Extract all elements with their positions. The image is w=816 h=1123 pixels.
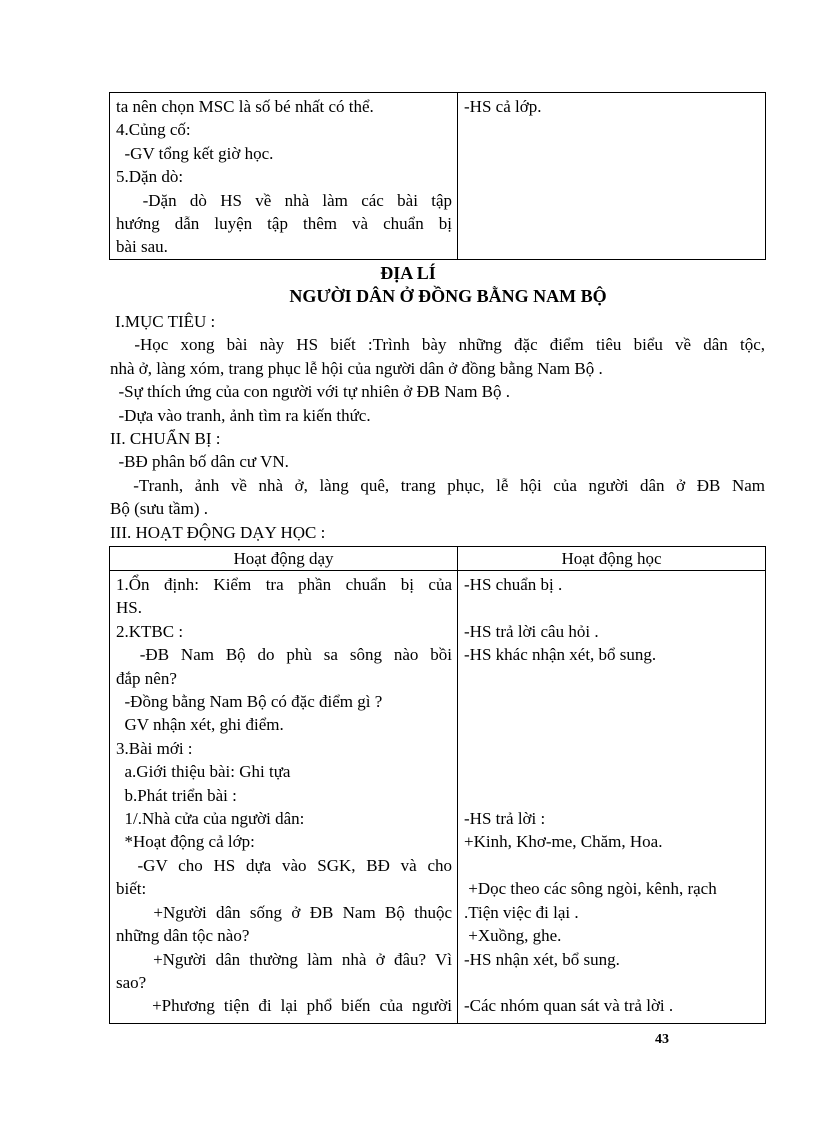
text-line: Bộ (sưu tầm) . (110, 499, 208, 519)
text-line: 1.Ổn định: Kiểm tra phần chuẩn bị của (116, 575, 452, 594)
text-line: 3.Bài mới : (116, 738, 193, 758)
text-line: 5.Dặn dò: (116, 167, 184, 187)
continuation-right-cell (464, 95, 760, 259)
text-line: -HS trả lời câu hỏi . (464, 621, 599, 641)
continuation-left-cell (116, 95, 452, 259)
text-line: +Phương tiện đi lại phổ biến của người (116, 996, 452, 1016)
text-line: +Kinh, Khơ-me, Chăm, Hoa. (464, 832, 663, 852)
text-line: 2.KTBC : (116, 621, 184, 641)
column-divider (457, 93, 458, 259)
text-line (464, 596, 764, 619)
header-student-activity: Hoạt động học (561, 549, 662, 568)
text-line: HS. (116, 598, 142, 618)
text-line: những dân tộc nào? (116, 926, 250, 946)
text-line: -GV cho HS dựa vào SGK, BĐ và cho (116, 855, 452, 875)
text-line (464, 854, 764, 877)
header-teacher-activity: Hoạt động dạy (233, 549, 334, 568)
student-activity-cell (464, 573, 764, 1023)
text-line (464, 760, 764, 783)
text-line: -HS cả lớp. (464, 97, 542, 116)
activities-table (109, 546, 766, 1024)
text-line: -HS chuẩn bị . (464, 575, 563, 594)
section-objectives (110, 310, 765, 544)
text-line (464, 971, 764, 994)
text-line: hướng dẫn luyện tập thêm và chuẩn bị (116, 214, 452, 234)
subject-heading: ĐỊA LÍ (380, 263, 436, 283)
text-line: -Dặn dò HS về nhà làm các bài tập (116, 190, 452, 210)
text-line (464, 784, 764, 807)
text-line: nhà ở, làng xóm, trang phục lễ hội của người dân ở đồng bằng Nam Bộ . (110, 358, 603, 378)
text-line (464, 690, 764, 713)
text-line: đắp nên? (116, 668, 177, 688)
text-line: -BĐ phân bố dân cư VN. (110, 452, 289, 472)
text-line: -Dựa vào tranh, ảnh tìm ra kiến thức. (110, 405, 371, 425)
continuation-table (109, 92, 766, 260)
text-line: +Dọc theo các sông ngòi, kênh, rạch (464, 879, 717, 899)
lesson-title: NGƯỜI DÂN Ở ĐỒNG BẰNG NAM BỘ (289, 286, 607, 306)
text-line: .Tiện việc đi lại . (464, 902, 579, 922)
section-title: II. CHUẨN BỊ : (110, 429, 221, 449)
text-line: 1/.Nhà cửa của người dân: (116, 809, 305, 829)
text-line: 4.Củng cố: (116, 120, 191, 140)
section-title: III. HOẠT ĐỘNG DẠY HỌC : (110, 522, 326, 542)
text-line: -Các nhóm quan sát và trả lời . (464, 996, 674, 1016)
text-line: sao? (116, 972, 147, 992)
text-line: *Hoạt động cả lớp: (116, 832, 255, 852)
text-line (464, 737, 764, 760)
text-line: -HS trả lời : (464, 809, 546, 829)
text-line: -Sự thích ứng của con người với tự nhiên ở ĐB Nam Bộ . (110, 382, 511, 402)
text-line: -Học xong bài này HS biết :Trình bày những đặc điểm tiêu biểu về dân tộc, (110, 335, 765, 355)
text-line: +Xuồng, ghe. (464, 926, 562, 946)
text-line: -HS nhận xét, bổ sung. (464, 949, 620, 969)
text-line: biết: (116, 879, 147, 899)
text-line: +Người dân sống ở ĐB Nam Bộ thuộc (116, 902, 452, 922)
column-divider (457, 547, 458, 1023)
text-line: a.Giới thiệu bài: Ghi tựa (116, 762, 291, 782)
teacher-activity-cell (116, 573, 452, 1023)
text-line: +Người dân thường làm nhà ở đâu? Vì (116, 949, 452, 969)
text-line: bài sau. (116, 237, 168, 257)
text-line: -ĐB Nam Bộ do phù sa sông nào bồi (116, 645, 452, 665)
text-line: -GV tổng kết giờ học. (116, 143, 274, 163)
text-line (464, 713, 764, 736)
page-number: 43 (655, 1032, 669, 1047)
text-line: -Đồng bằng Nam Bộ có đặc điểm gì ? (116, 692, 383, 712)
text-line: b.Phát triển bài : (116, 785, 237, 805)
text-line: GV nhận xét, ghi điểm. (116, 715, 284, 735)
text-line (464, 667, 764, 690)
text-line: -Tranh, ảnh về nhà ở, làng quê, trang phục, lễ hội của người dân ở ĐB Nam (110, 475, 765, 495)
section-title: I.MỤC TIÊU : (115, 312, 216, 331)
text-line: ta nên chọn MSC là số bé nhất có thể. (116, 97, 374, 116)
text-line: -HS khác nhận xét, bổ sung. (464, 645, 657, 665)
